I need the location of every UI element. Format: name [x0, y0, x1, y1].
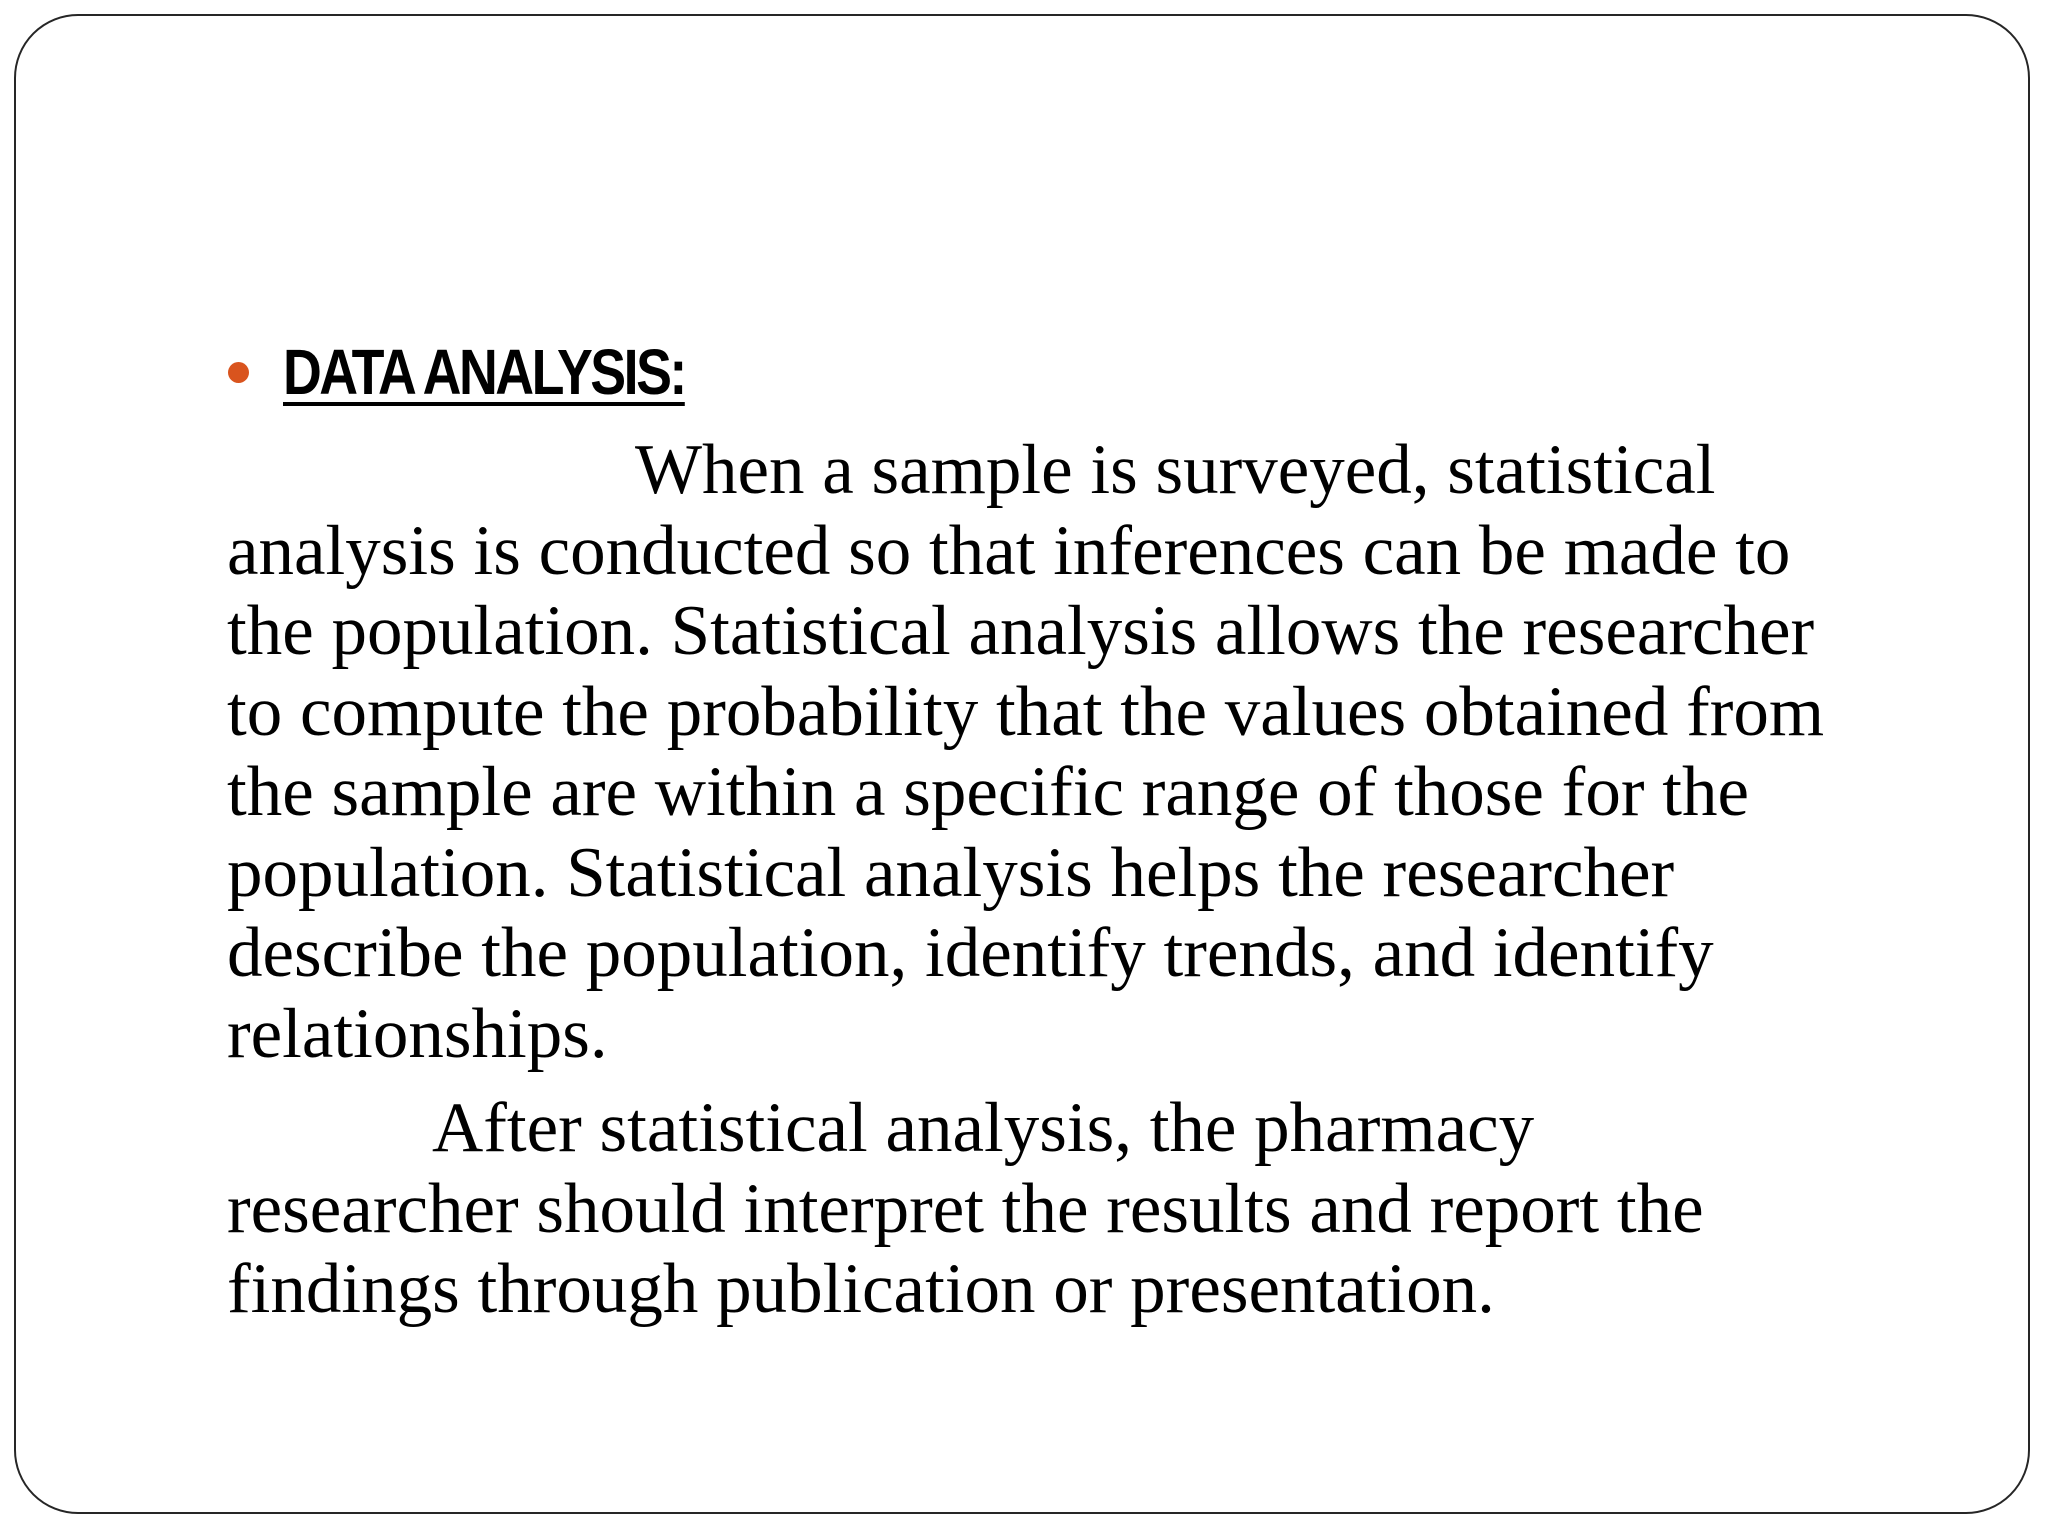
slide-heading: DATA ANALYSIS: — [283, 336, 685, 408]
paragraph-1-line: the population. Statistical analysis allows the researcher — [227, 592, 1815, 670]
paragraph-1-line: analysis is conducted so that inferences can be made to — [227, 511, 1791, 590]
paragraph-1-line: the sample are within a specific range of those for the — [227, 753, 1749, 831]
bullet-dot-icon — [228, 362, 249, 383]
paragraph-1-line: When a sample is surveyed, statistical — [635, 431, 1716, 509]
paragraph-1 — [227, 430, 1917, 1074]
paragraph-2-line: researcher should interpret the results and report the — [227, 1169, 1704, 1248]
paragraph-2 — [227, 1088, 1917, 1330]
paragraph-1-line: population. Statistical analysis helps the researcher — [227, 833, 1675, 912]
paragraph-1-line: to compute the probability that the values obtained from — [227, 672, 1825, 751]
paragraph-1-line: describe the population, identify trends, and identify — [227, 914, 1714, 992]
paragraph-2-line: After statistical analysis, the pharmacy — [432, 1089, 1535, 1167]
paragraph-2-line: findings through publication or presentation. — [227, 1250, 1495, 1328]
paragraph-1-line: relationships. — [227, 994, 608, 1073]
heading-bullet-row — [228, 332, 761, 412]
